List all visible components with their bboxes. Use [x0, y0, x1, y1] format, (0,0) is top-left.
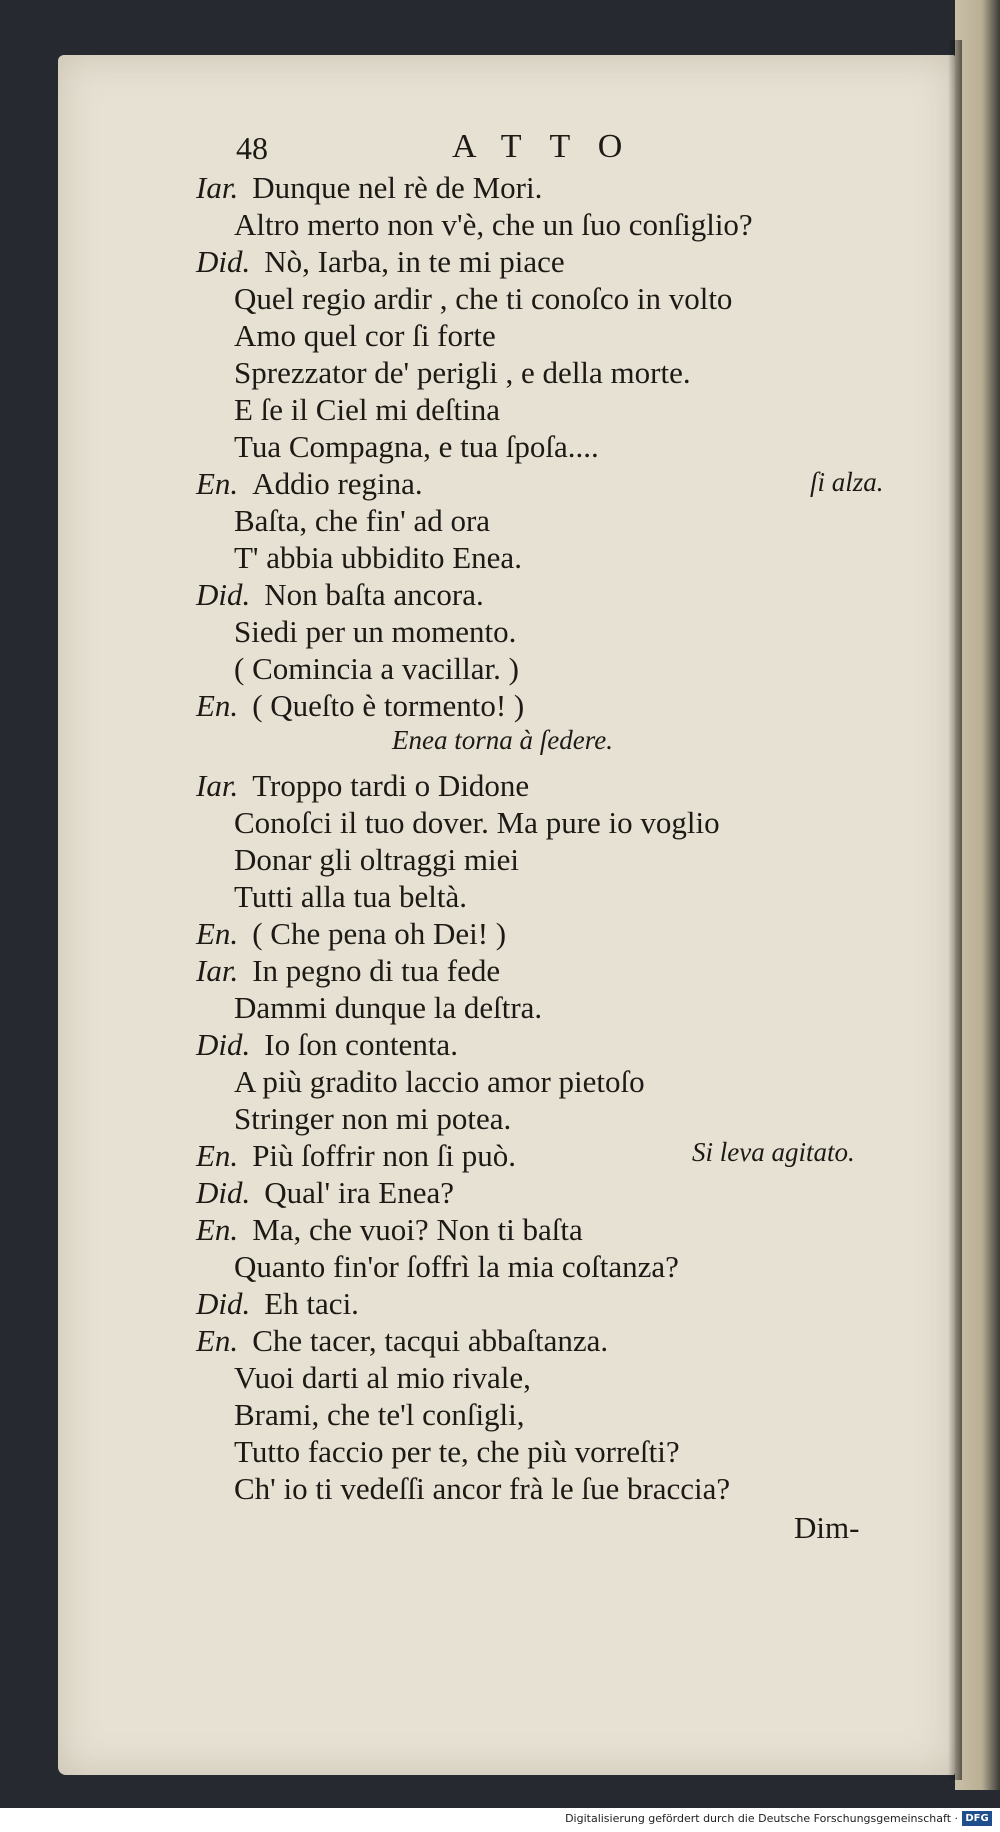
- verse-line: [234, 207, 753, 243]
- dfg-logo: DFG: [962, 1811, 992, 1826]
- verse-line-text: Troppo tardi o Didone: [252, 768, 530, 803]
- verse-line: [234, 842, 519, 878]
- speaker-label: Iar.: [196, 170, 239, 205]
- verse-line: [234, 429, 599, 465]
- verse-line: [196, 1323, 608, 1359]
- verse-line: [234, 1471, 730, 1507]
- verse-line: [234, 614, 516, 650]
- speaker-label: En.: [196, 1323, 239, 1358]
- verse-line: [196, 577, 484, 613]
- verse-line: [234, 651, 519, 687]
- verse-line-text: Tutto faccio per te, che più vorreſti?: [234, 1434, 680, 1469]
- verse-line: [196, 953, 500, 989]
- stage-direction: Enea torna à ſedere.: [392, 725, 613, 755]
- speaker-label: En.: [196, 1138, 239, 1173]
- gutter-shadow: [948, 40, 962, 1780]
- speaker-label: Iar.: [196, 768, 239, 803]
- verse-line-text: Ma, che vuoi? Non ti baſta: [252, 1212, 583, 1247]
- verse-line-text: Più ſoffrir non ſi può.: [252, 1138, 516, 1173]
- verse-line-text: Qual' ira Enea?: [264, 1175, 455, 1210]
- verse-line-text: Quanto fin'or ſoffrì la mia coſtanza?: [234, 1249, 679, 1284]
- verse-line: [196, 1138, 516, 1174]
- verse-line: [196, 244, 565, 280]
- verse-line: [234, 392, 500, 428]
- verse-line-text: Siedi per un momento.: [234, 614, 517, 649]
- verse-line-text: ( Che pena oh Dei! ): [252, 916, 507, 951]
- speaker-label: Did.: [196, 577, 251, 612]
- speaker-label: Did.: [196, 1286, 251, 1321]
- verse-line-text: E ſe il Ciel mi deſtina: [234, 392, 501, 427]
- speaker-label: Iar.: [196, 953, 239, 988]
- verse-line-text: Eh taci.: [264, 1286, 359, 1321]
- verse-line: [234, 1397, 525, 1433]
- verse-line: [234, 879, 467, 915]
- verse-line: [234, 355, 691, 391]
- stage-direction: Si leva agitato.: [692, 1137, 855, 1167]
- verse-line-text: Nò, Iarba, in te mi piace: [264, 244, 565, 279]
- verse-line-text: Quel regio ardir , che ti conoſco in volto: [234, 281, 733, 316]
- verse-line-text: ( Queſto è tormento! ): [252, 688, 525, 723]
- verse-line: [234, 318, 496, 354]
- verse-line-text: Baſta, che fin' ad ora: [234, 503, 491, 538]
- verse-line: [234, 805, 720, 841]
- verse-line: [234, 1434, 680, 1470]
- verse-line-text: Dunque nel rè de Mori.: [252, 170, 543, 205]
- verse-line-text: Vuoi darti al mio rivale,: [234, 1360, 531, 1395]
- verse-line-text: Altro merto non v'è, che un ſuo conſiglio?: [234, 207, 753, 242]
- verse-line-text: In pegno di tua fede: [252, 953, 501, 988]
- speaker-label: Did.: [196, 1175, 251, 1210]
- verse-line: [196, 916, 506, 952]
- verse-line: [234, 540, 522, 576]
- speaker-label: En.: [196, 466, 239, 501]
- verse-line-text: Dammi dunque la deſtra.: [234, 990, 543, 1025]
- verse-line: [234, 990, 542, 1026]
- speaker-label: Did.: [196, 244, 251, 279]
- verse-line-text: Io ſon contenta.: [264, 1027, 458, 1062]
- verse-line: [196, 466, 423, 502]
- verse-line-text: Conoſci il tuo dover. Ma pure io voglio: [234, 805, 720, 840]
- verse-line: [196, 768, 529, 804]
- stage-direction: ſi alza.: [810, 467, 884, 497]
- verse-line-text: Tua Compagna, e tua ſpoſa....: [234, 429, 599, 464]
- verse-line-text: Brami, che te'l conſigli,: [234, 1397, 525, 1432]
- verse-line: [234, 1360, 531, 1396]
- verse-line: [196, 688, 524, 724]
- verse-line-text: A più gradito laccio amor pietoſo: [234, 1064, 645, 1099]
- running-title: ATTO: [452, 128, 651, 165]
- catchword: Dim-: [794, 1510, 860, 1545]
- speaker-label: En.: [196, 1212, 239, 1247]
- verse-line-text: Non baſta ancora.: [264, 577, 484, 612]
- page-number: 48: [236, 130, 268, 166]
- verse-line: [234, 503, 490, 539]
- verse-line: [234, 1101, 511, 1137]
- verse-line: [196, 1027, 458, 1063]
- verse-line-text: Che tacer, tacqui abbaſtanza.: [252, 1323, 609, 1358]
- digitization-credit: Digitalisierung gefördert durch die Deutsche Forschungsgemeinschaft ·: [565, 1812, 958, 1825]
- speaker-label: Did.: [196, 1027, 251, 1062]
- verse-line-text: Amo quel cor ſi forte: [234, 318, 496, 353]
- verse-line-text: Stringer non mi potea.: [234, 1101, 512, 1136]
- verse-line: [196, 1212, 583, 1248]
- verse-line: [196, 1175, 454, 1211]
- verse-line-text: Addio regina.: [252, 466, 423, 501]
- verse-line-text: T' abbia ubbidito Enea.: [234, 540, 522, 575]
- verse-line-text: Tutti alla tua beltà.: [234, 879, 468, 914]
- verse-line: [196, 1286, 359, 1322]
- verse-line-text: Sprezzator de' perigli , e della morte.: [234, 355, 691, 390]
- speaker-label: En.: [196, 688, 239, 723]
- speaker-label: En.: [196, 916, 239, 951]
- verse-line-text: Donar gli oltraggi miei: [234, 842, 519, 877]
- verse-line: [234, 281, 732, 317]
- verse-line-text: Ch' io ti vedeſſi ancor frà le ſue braccia?: [234, 1471, 731, 1506]
- verse-line: [196, 170, 542, 206]
- verse-line: [234, 1249, 679, 1285]
- verse-line-text: ( Comincia a vacillar. ): [234, 651, 519, 686]
- verse-line: [234, 1064, 645, 1100]
